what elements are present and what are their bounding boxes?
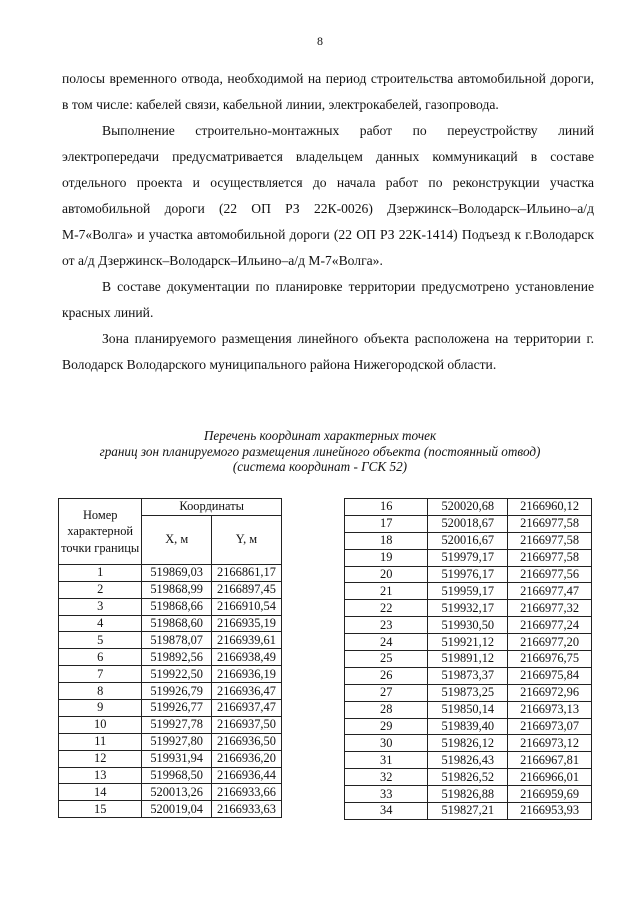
x-coordinate-cell: 519873,37: [428, 667, 508, 684]
y-coordinate-cell: 2166977,20: [508, 634, 592, 651]
table-row: [345, 684, 592, 701]
table-row: [345, 515, 592, 532]
point-number-cell: 19: [345, 549, 428, 566]
y-coordinate-cell: 2166977,58: [508, 532, 592, 549]
x-coordinate-cell: 519869,03: [142, 564, 212, 581]
table-row: [59, 767, 282, 784]
y-coordinate-cell: 2166973,12: [508, 735, 592, 752]
header-point-number: Номер характерной точки границы: [59, 499, 142, 565]
point-number-cell: 3: [59, 598, 142, 615]
y-coordinate-cell: 2166897,45: [211, 581, 281, 598]
y-coordinate-cell: 2166977,47: [508, 583, 592, 600]
y-coordinate-cell: 2166936,50: [211, 733, 281, 750]
table-row: [345, 667, 592, 684]
table-row: [345, 769, 592, 786]
y-coordinate-cell: 2166936,20: [211, 750, 281, 767]
x-coordinate-cell: 519868,66: [142, 598, 212, 615]
point-number-cell: 2: [59, 581, 142, 598]
x-coordinate-cell: 519850,14: [428, 701, 508, 718]
coordinates-table-right: [344, 498, 592, 820]
x-coordinate-cell: 519826,12: [428, 735, 508, 752]
point-number-cell: 15: [59, 801, 142, 818]
x-coordinate-cell: 519921,12: [428, 634, 508, 651]
y-coordinate-cell: 2166936,19: [211, 666, 281, 683]
x-coordinate-cell: 519827,21: [428, 803, 508, 820]
table-row: [59, 683, 282, 700]
point-number-cell: 24: [345, 634, 428, 651]
page-number: 8: [317, 34, 323, 48]
y-coordinate-cell: 2166938,49: [211, 649, 281, 666]
table-row: [59, 784, 282, 801]
table-row: [345, 752, 592, 769]
point-number-cell: 25: [345, 651, 428, 668]
x-coordinate-cell: 519979,17: [428, 549, 508, 566]
paragraph: полосы временного отвода, необходимой на период строительства автомобильной дороги, в том числе: кабелей связи, кабельной линии, электрокабелей, газопровода.: [62, 71, 594, 112]
x-coordinate-cell: 519826,43: [428, 752, 508, 769]
x-coordinate-cell: 520013,26: [142, 784, 212, 801]
point-number-cell: 33: [345, 786, 428, 803]
table-row: [59, 581, 282, 598]
x-coordinate-cell: 519891,12: [428, 651, 508, 668]
paragraph: Выполнение строительно-монтажных работ по переустройству линий электропередачи предусматривается владельцем данных коммуникаций в составе отдельного проекта и осуществляется до начала работ по реконструкции участка автомобильной дороги (22 ОП РЗ 22К-0026) Дзержинск–Володарск–Ильино–а/д М-7«Волга» и участка автомобильной дороги (22 ОП РЗ 22К-1414) Подъезд к г.Володарск от а/д Дзержинск–Володарск–Ильино–а/д М-7«Волга».: [62, 123, 594, 268]
x-coordinate-cell: 520018,67: [428, 515, 508, 532]
point-number-cell: 4: [59, 615, 142, 632]
table-row: [345, 786, 592, 803]
y-coordinate-cell: 2166966,01: [508, 769, 592, 786]
x-coordinate-cell: 519922,50: [142, 666, 212, 683]
x-coordinate-cell: 519878,07: [142, 632, 212, 649]
y-coordinate-cell: 2166937,47: [211, 700, 281, 717]
x-coordinate-cell: 519930,50: [428, 617, 508, 634]
table-row: [345, 617, 592, 634]
header-x: Х, м: [142, 515, 212, 564]
x-coordinate-cell: 519926,79: [142, 683, 212, 700]
caption-line: Перечень координат характерных точек: [203, 428, 437, 443]
point-number-cell: 31: [345, 752, 428, 769]
x-coordinate-cell: 519839,40: [428, 718, 508, 735]
table-row: [59, 564, 282, 581]
point-number-cell: 28: [345, 701, 428, 718]
table-row: [59, 598, 282, 615]
paragraph: Зона планируемого размещения линейного объекта расположена на территории г. Володарск Володарского муниципального района Нижегородской области.: [62, 331, 594, 372]
point-number-cell: 5: [59, 632, 142, 649]
y-coordinate-cell: 2166933,66: [211, 784, 281, 801]
y-coordinate-cell: 2166937,50: [211, 716, 281, 733]
y-coordinate-cell: 2166975,84: [508, 667, 592, 684]
point-number-cell: 32: [345, 769, 428, 786]
table-row: [59, 615, 282, 632]
body-text: [62, 66, 594, 378]
y-coordinate-cell: 2166973,13: [508, 701, 592, 718]
point-number-cell: 22: [345, 600, 428, 617]
x-coordinate-cell: 519968,50: [142, 767, 212, 784]
y-coordinate-cell: 2166977,58: [508, 515, 592, 532]
point-number-cell: 11: [59, 733, 142, 750]
point-number-cell: 12: [59, 750, 142, 767]
x-coordinate-cell: 519826,88: [428, 786, 508, 803]
point-number-cell: 26: [345, 667, 428, 684]
table-row: [59, 733, 282, 750]
table-row: [345, 701, 592, 718]
point-number-cell: 10: [59, 716, 142, 733]
coordinates-table-left: [58, 498, 282, 818]
x-coordinate-cell: 519892,56: [142, 649, 212, 666]
point-number-cell: 13: [59, 767, 142, 784]
point-number-cell: 20: [345, 566, 428, 583]
y-coordinate-cell: 2166977,24: [508, 617, 592, 634]
table-row: [59, 632, 282, 649]
point-number-cell: 30: [345, 735, 428, 752]
y-coordinate-cell: 2166910,54: [211, 598, 281, 615]
y-coordinate-cell: 2166976,75: [508, 651, 592, 668]
point-number-cell: 34: [345, 803, 428, 820]
y-coordinate-cell: 2166935,19: [211, 615, 281, 632]
caption-line: (система координат - ГСК 52): [232, 459, 408, 474]
x-coordinate-cell: 519931,94: [142, 750, 212, 767]
x-coordinate-cell: 519868,99: [142, 581, 212, 598]
table-row: [59, 801, 282, 818]
table-row: [345, 803, 592, 820]
y-coordinate-cell: 2166959,69: [508, 786, 592, 803]
y-coordinate-cell: 2166960,12: [508, 499, 592, 516]
point-number-cell: 7: [59, 666, 142, 683]
table-row: [345, 583, 592, 600]
x-coordinate-cell: 519826,52: [428, 769, 508, 786]
y-coordinate-cell: 2166967,81: [508, 752, 592, 769]
x-coordinate-cell: 519932,17: [428, 600, 508, 617]
table-row: [345, 651, 592, 668]
point-number-cell: 9: [59, 700, 142, 717]
table-row: [345, 718, 592, 735]
table-row: [59, 666, 282, 683]
table-row: [59, 750, 282, 767]
table-row: [345, 600, 592, 617]
x-coordinate-cell: 519868,60: [142, 615, 212, 632]
point-number-cell: 16: [345, 499, 428, 516]
table-row: [59, 700, 282, 717]
y-coordinate-cell: 2166939,61: [211, 632, 281, 649]
point-number-cell: 1: [59, 564, 142, 581]
x-coordinate-cell: 519926,77: [142, 700, 212, 717]
point-number-cell: 18: [345, 532, 428, 549]
y-coordinate-cell: 2166977,56: [508, 566, 592, 583]
x-coordinate-cell: 519927,78: [142, 716, 212, 733]
y-coordinate-cell: 2166973,07: [508, 718, 592, 735]
y-coordinate-cell: 2166936,47: [211, 683, 281, 700]
point-number-cell: 6: [59, 649, 142, 666]
y-coordinate-cell: 2166972,96: [508, 684, 592, 701]
caption-line: границ зон планируемого размещения линейного объекта (постоянный отвод): [99, 443, 541, 459]
table-caption: [0, 428, 640, 475]
table-row: [345, 532, 592, 549]
x-coordinate-cell: 520020,68: [428, 499, 508, 516]
point-number-cell: 21: [345, 583, 428, 600]
y-coordinate-cell: 2166977,58: [508, 549, 592, 566]
y-coordinate-cell: 2166861,17: [211, 564, 281, 581]
header-y: Y, м: [211, 515, 281, 564]
table-row: [345, 499, 592, 516]
point-number-cell: 27: [345, 684, 428, 701]
x-coordinate-cell: 519873,25: [428, 684, 508, 701]
table-row: [345, 735, 592, 752]
paragraph: В составе документации по планировке территории предусмотрено установление красных линий.: [62, 279, 594, 320]
x-coordinate-cell: 519959,17: [428, 583, 508, 600]
x-coordinate-cell: 519976,17: [428, 566, 508, 583]
y-coordinate-cell: 2166936,44: [211, 767, 281, 784]
y-coordinate-cell: 2166977,32: [508, 600, 592, 617]
y-coordinate-cell: 2166933,63: [211, 801, 281, 818]
point-number-cell: 14: [59, 784, 142, 801]
table-row: [59, 716, 282, 733]
table-row: [345, 634, 592, 651]
x-coordinate-cell: 519927,80: [142, 733, 212, 750]
point-number-cell: 29: [345, 718, 428, 735]
x-coordinate-cell: 520019,04: [142, 801, 212, 818]
table-row: [345, 566, 592, 583]
y-coordinate-cell: 2166953,93: [508, 803, 592, 820]
point-number-cell: 23: [345, 617, 428, 634]
header-coordinates: Координаты: [142, 499, 282, 516]
point-number-cell: 8: [59, 683, 142, 700]
point-number-cell: 17: [345, 515, 428, 532]
table-row: [345, 549, 592, 566]
table-row: [59, 649, 282, 666]
x-coordinate-cell: 520016,67: [428, 532, 508, 549]
